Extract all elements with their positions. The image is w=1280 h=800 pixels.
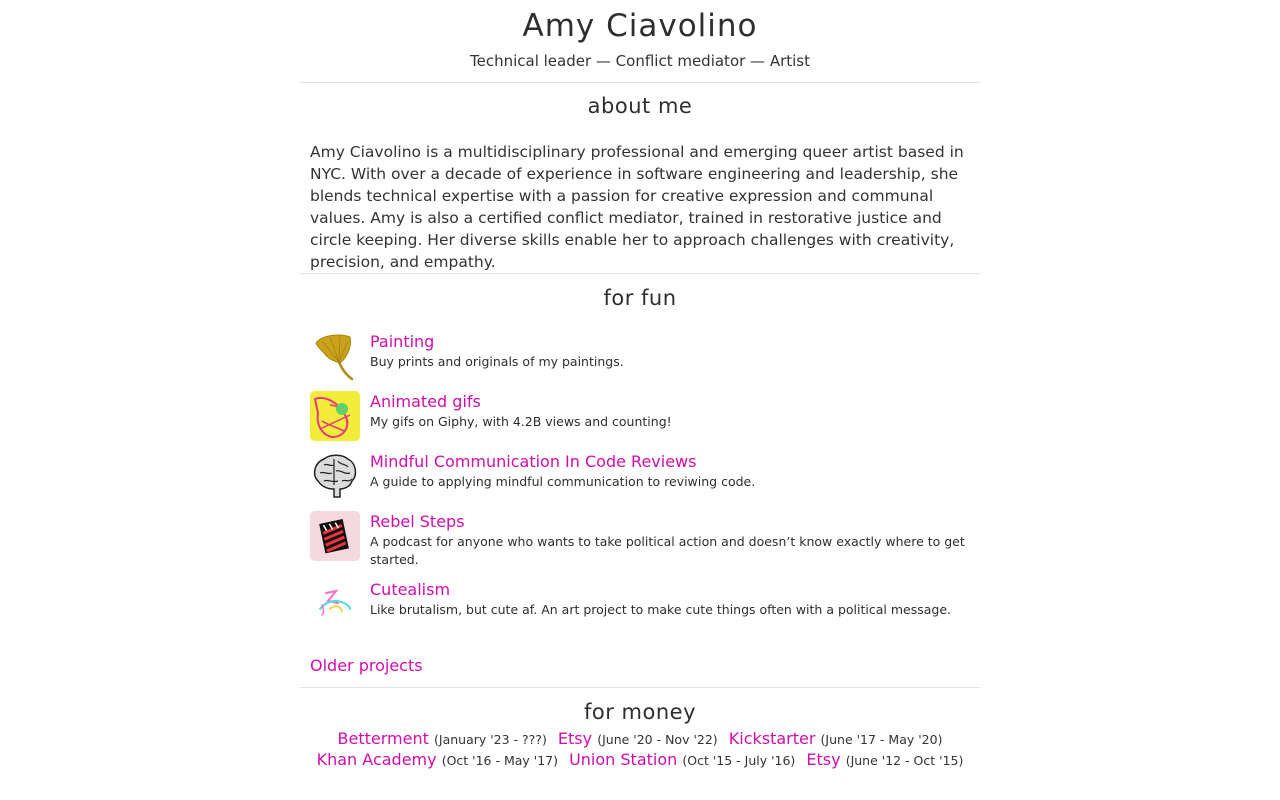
job-dates: (June '20 - Nov '22) bbox=[597, 732, 718, 747]
job-item bbox=[729, 729, 943, 748]
job-link-etsy-2012[interactable]: Etsy bbox=[806, 750, 841, 769]
tagline: Technical leader — Conflict mediator — Artist bbox=[469, 52, 810, 70]
job-item bbox=[338, 729, 547, 748]
project-item bbox=[310, 579, 970, 629]
project-list bbox=[300, 311, 980, 629]
job-item bbox=[806, 750, 963, 769]
project-item bbox=[310, 451, 970, 501]
project-info bbox=[370, 511, 970, 569]
job-link-khan-academy[interactable]: Khan Academy bbox=[316, 750, 437, 769]
job-dates: (Oct '16 - May '17) bbox=[441, 753, 558, 768]
project-item bbox=[310, 331, 970, 381]
older-projects-link[interactable]: Older projects bbox=[310, 656, 423, 675]
job-dates: (Oct '15 - July '16) bbox=[682, 753, 796, 768]
project-link-rebel-steps[interactable]: Rebel Steps bbox=[370, 512, 465, 531]
site-title: Amy Ciavolino bbox=[522, 8, 758, 44]
job-item bbox=[317, 750, 558, 769]
project-description: My gifs on Giphy, with 4.2B views and counting! bbox=[370, 414, 672, 429]
money-section bbox=[300, 687, 980, 771]
site-header bbox=[300, 0, 980, 70]
job-dates: (June '17 - May '20) bbox=[820, 732, 943, 747]
project-link-cutealism[interactable]: Cutealism bbox=[370, 580, 451, 599]
project-info bbox=[370, 451, 970, 491]
job-link-betterment[interactable]: Betterment bbox=[337, 729, 429, 748]
job-dates: (June '12 - Oct '15) bbox=[845, 753, 964, 768]
job-link-union-station[interactable]: Union Station bbox=[569, 750, 678, 769]
job-dates: (January '23 - ???) bbox=[434, 732, 547, 747]
job-link-kickstarter[interactable]: Kickstarter bbox=[728, 729, 816, 748]
job-list bbox=[300, 725, 980, 771]
brain-icon[interactable] bbox=[310, 451, 360, 501]
project-description: A podcast for anyone who wants to take political action and doesn’t know exactly where to get started. bbox=[370, 534, 965, 567]
rebel-steps-logo-icon[interactable] bbox=[310, 511, 360, 561]
about-text: Amy Ciavolino is a multidisciplinary professional and emerging queer artist based in NYC. With over a decade of experience in software engineering and leadership, she blends technical expertise with a passion for creative expression and communal values. Amy is also a certified conflict mediator, trained in restorative justice and circle keeping. Her diverse skills enable her to approach challenges with creativity, precision, and empathy. bbox=[310, 143, 964, 271]
money-heading: for money bbox=[583, 700, 696, 724]
project-info bbox=[370, 331, 970, 371]
about-heading: about me bbox=[587, 94, 693, 118]
job-item bbox=[569, 750, 795, 769]
project-link-animated-gifs[interactable]: Animated gifs bbox=[370, 392, 481, 411]
cutealism-squiggle-icon[interactable] bbox=[310, 579, 360, 629]
fun-section bbox=[300, 273, 980, 687]
project-description: Buy prints and originals of my paintings. bbox=[370, 354, 624, 369]
project-item bbox=[310, 391, 970, 441]
about-section bbox=[300, 82, 980, 273]
page bbox=[300, 0, 980, 771]
animated-gif-icon[interactable] bbox=[310, 391, 360, 441]
project-description: A guide to applying mindful communication to reviwing code. bbox=[370, 474, 756, 489]
project-description: Like brutalism, but cute af. An art project to make cute things often with a political message. bbox=[370, 602, 951, 617]
project-link-mindful-communication[interactable]: Mindful Communication In Code Reviews bbox=[370, 452, 697, 471]
project-item bbox=[310, 511, 970, 569]
fun-heading: for fun bbox=[603, 286, 677, 310]
ginkgo-leaf-icon[interactable] bbox=[310, 331, 360, 381]
job-link-etsy[interactable]: Etsy bbox=[557, 729, 593, 748]
project-info bbox=[370, 391, 970, 431]
project-info bbox=[370, 579, 970, 619]
project-link-painting[interactable]: Painting bbox=[370, 332, 435, 351]
job-item bbox=[558, 729, 718, 748]
